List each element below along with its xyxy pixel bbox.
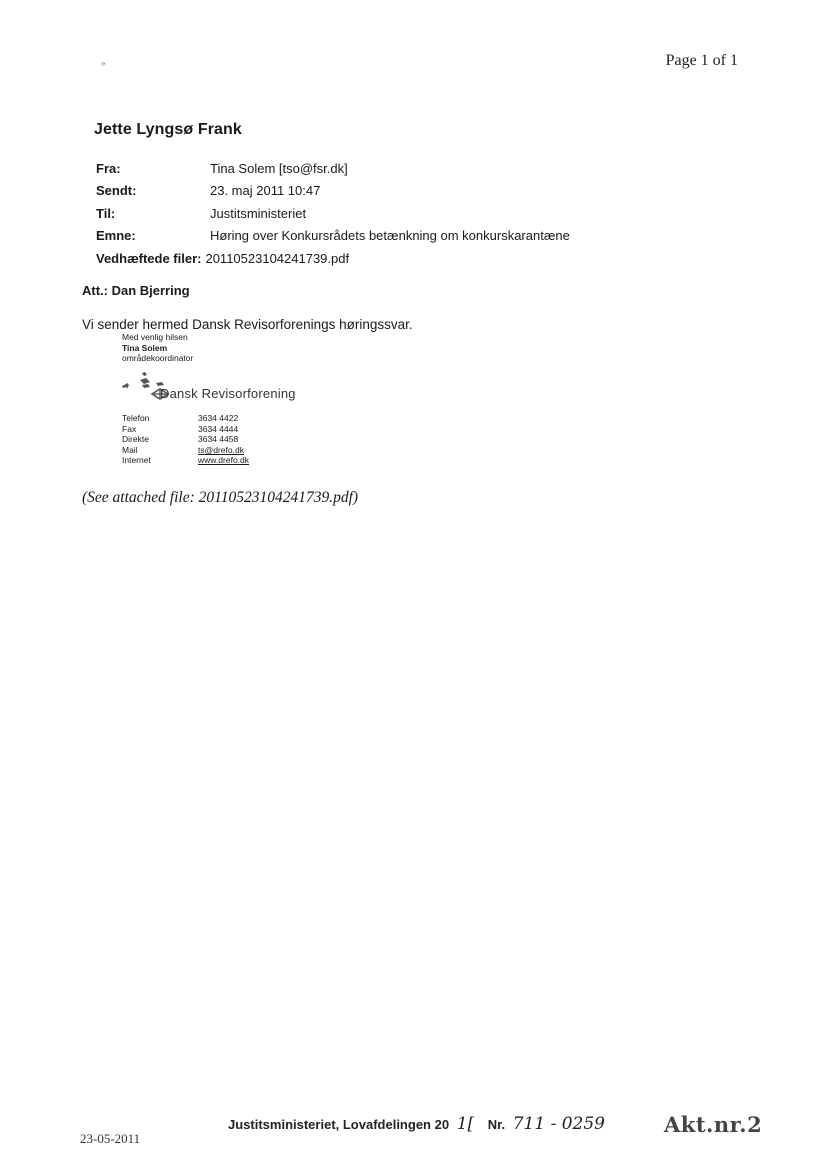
contact-row-direct (122, 434, 249, 445)
header-value: Justitsministeriet (210, 205, 307, 221)
header-value: 20110523104241739.pdf (205, 250, 350, 266)
mail-link[interactable]: ts@drefo.dk (198, 444, 244, 455)
header-row-attachments (96, 247, 570, 270)
contact-label: Fax (122, 423, 137, 434)
contact-row-phone (122, 413, 249, 424)
contact-label: Telefon (122, 413, 150, 423)
header-value: Tina Solem [tso@fsr.dk] (210, 160, 348, 176)
header-value: 23. maj 2011 10:47 (210, 183, 321, 199)
header-label: Vedhæftede filer: (96, 250, 202, 266)
stamp-printed-text: Justitsministeriet, Lovafdelingen 20 (228, 1117, 450, 1132)
header-row-from (96, 157, 570, 180)
contact-label: Internet (122, 455, 151, 466)
stamp-handwritten-year: 1[ (456, 1114, 475, 1134)
akt-number-stamp: Akt.nr.2 (664, 1112, 763, 1137)
recipient-name: Jette Lyngsø Frank (94, 121, 242, 138)
contact-value: 3634 4458 (198, 434, 239, 445)
header-label: Emne: (96, 228, 136, 244)
stamp-nr-label: Nr. (487, 1117, 506, 1132)
header-row-to (96, 202, 570, 225)
header-row-subject (96, 225, 570, 248)
signature-block (122, 332, 193, 364)
signature-name: Tina Solem (122, 342, 168, 353)
page-number: Page 1 of 1 (665, 52, 738, 69)
contact-value: 3634 4444 (198, 423, 239, 434)
website-link[interactable]: www.drefo.dk (198, 455, 250, 466)
organization-logo-text: Dansk Revisorforening (160, 386, 296, 401)
contact-value: 3634 4422 (198, 413, 239, 423)
contact-row-fax (122, 424, 249, 435)
header-label: Sendt: (96, 183, 137, 199)
header-row-sent (96, 180, 570, 203)
attachment-note: (See attached file: 20110523104241739.pdf) (82, 489, 359, 506)
signature-title: områdekoordinator (122, 353, 194, 363)
email-header-block (96, 157, 570, 270)
header-label: Til: (96, 205, 116, 221)
header-label: Fra: (96, 160, 121, 176)
contact-label: Direkte (122, 434, 149, 445)
stamp-handwritten-number: 711 - 0259 (512, 1114, 605, 1134)
contact-row-mail (122, 445, 249, 456)
contact-row-internet (122, 455, 249, 466)
journal-stamp (228, 1114, 605, 1134)
scan-mark: » (101, 58, 106, 68)
footer-date: 23-05-2011 (80, 1131, 141, 1146)
attention-line: Att.: Dan Bjerring (82, 283, 190, 298)
contact-block (122, 413, 249, 466)
header-value: Høring over Konkursrådets betænkning om konkurskarantæne (210, 228, 570, 244)
intro-text: Vi sender hermed Dansk Revisorforenings høringssvar. (82, 317, 413, 332)
signature-greeting: Med venlig hilsen (122, 332, 188, 342)
contact-label: Mail (122, 444, 138, 455)
